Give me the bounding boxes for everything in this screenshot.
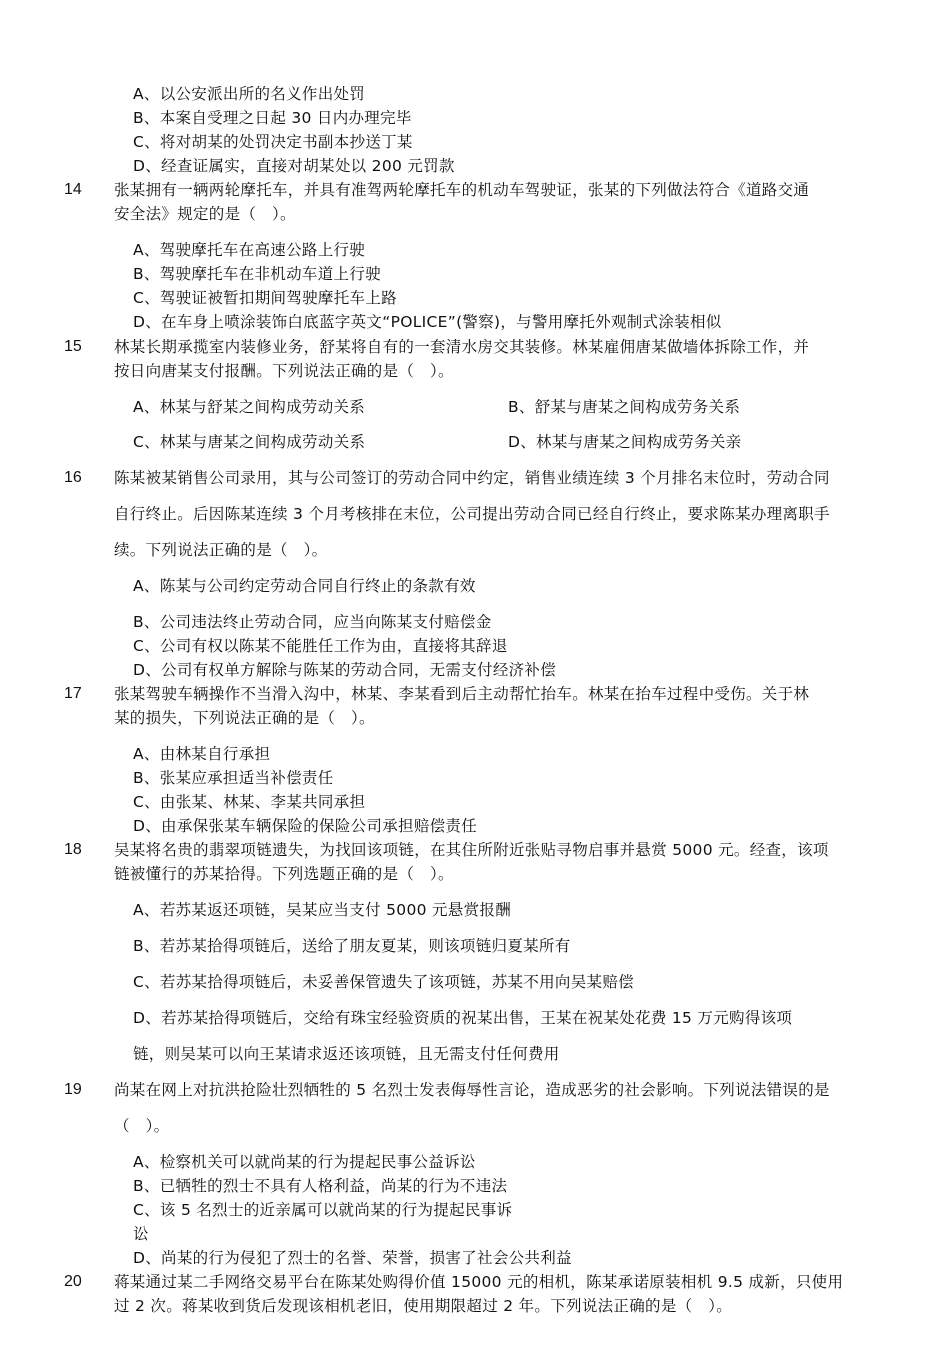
q14-option-c: C、驾驶证被暂扣期间驾驶摩托车上路 bbox=[133, 289, 397, 307]
q15-option-c: C、林某与唐某之间构成劳动关系 bbox=[133, 433, 366, 451]
q19-option-c-continuation: 讼 bbox=[133, 1225, 149, 1243]
q18-option-d: D、若苏某拾得项链后，交给有珠宝经验资质的祝某出售，王某在祝某处花费 15 万元购得该项 bbox=[133, 1009, 793, 1027]
q13-option-a: A、以公安派出所的名义作出处罚 bbox=[133, 85, 366, 103]
question-stem-line: 蒋某通过某二手网络交易平台在陈某处购得价值 15000 元的相机，陈某承诺原装相机 9.5 成新，只使用 bbox=[114, 1273, 844, 1291]
question-number: 19 bbox=[64, 1081, 82, 1098]
question-stem-line: 过 2 次。蒋某收到货后发现该相机老旧，使用期限超过 2 年。下列说法正确的是（ ）。 bbox=[114, 1297, 733, 1315]
question-stem-line: 林某长期承揽室内装修业务，舒某将自有的一套清水房交其装修。林某雇佣唐某做墙体拆除工作，并 bbox=[114, 338, 810, 356]
q17-option-c: C、由张某、林某、李某共同承担 bbox=[133, 793, 366, 811]
q18-option-b: B、若苏某拾得项链后，送给了朋友夏某，则该项链归夏某所有 bbox=[133, 937, 571, 955]
q16-option-c: C、公司有权以陈某不能胜任工作为由，直接将其辞退 bbox=[133, 637, 508, 655]
q17-option-b: B、张某应承担适当补偿责任 bbox=[133, 769, 334, 787]
q15-option-d: D、林某与唐某之间构成劳务关亲 bbox=[508, 433, 742, 451]
question-number: 15 bbox=[64, 338, 82, 355]
q15-option-b: B、舒某与唐某之间构成劳务关系 bbox=[508, 398, 741, 416]
question-stem-line: 安全法》规定的是（ ）。 bbox=[114, 205, 296, 223]
q16-option-d: D、公司有权单方解除与陈某的劳动合同，无需支付经济补偿 bbox=[133, 661, 557, 679]
question-stem-line: 续。下列说法正确的是（ ）。 bbox=[114, 541, 328, 559]
question-number: 14 bbox=[64, 181, 82, 198]
q19-option-c: C、该 5 名烈士的近亲属可以就尚某的行为提起民事诉 bbox=[133, 1201, 513, 1219]
q17-option-a: A、由林某自行承担 bbox=[133, 745, 271, 763]
q13-option-c: C、将对胡某的处罚决定书副本抄送丁某 bbox=[133, 133, 413, 151]
question-stem-line: 尚某在网上对抗洪抢险壮烈牺牲的 5 名烈士发表侮辱性言论，造成恶劣的社会影响。下列说法错误的是 bbox=[114, 1081, 830, 1099]
q13-option-d: D、经查证属实，直接对胡某处以 200 元罚款 bbox=[133, 157, 455, 175]
q17-option-d: D、由承保张某车辆保险的保险公司承担赔偿责任 bbox=[133, 817, 478, 835]
q14-option-a: A、驾驶摩托车在高速公路上行驶 bbox=[133, 241, 366, 259]
q15-option-a: A、林某与舒某之间构成劳动关系 bbox=[133, 398, 366, 416]
question-stem-line: 吴某将名贵的翡翠项链遗失，为找回该项链，在其住所附近张贴寻物启事并悬赏 5000 元。经查，该项 bbox=[114, 841, 829, 859]
question-stem-line: 某的损失，下列说法正确的是（ ）。 bbox=[114, 709, 375, 727]
q18-option-d-continuation: 链，则吴某可以向王某请求返还该项链，且无需支付任何费用 bbox=[133, 1045, 560, 1063]
q13-option-b: B、本案自受理之日起 30 日内办理完毕 bbox=[133, 109, 412, 127]
q18-option-a: A、若苏某返还项链，吴某应当支付 5000 元悬赏报酬 bbox=[133, 901, 512, 919]
q14-option-d: D、在车身上喷涂装饰白底蓝字英文“POLICE”(警察)，与警用摩托外观制式涂装相似 bbox=[133, 313, 722, 331]
question-stem-line: 张某驾驶车辆操作不当滑入沟中，林某、李某看到后主动帮忙抬车。林某在抬车过程中受伤。关于林 bbox=[114, 685, 810, 703]
question-number: 16 bbox=[64, 469, 82, 486]
question-stem-line: 按日向唐某支付报酬。下列说法正确的是（ ）。 bbox=[114, 362, 454, 380]
question-number: 17 bbox=[64, 685, 82, 702]
q19-option-d: D、尚某的行为侵犯了烈士的名誉、荣誉，损害了社会公共利益 bbox=[133, 1249, 572, 1267]
q19-option-b: B、已牺牲的烈士不具有人格利益，尚某的行为不违法 bbox=[133, 1177, 508, 1195]
question-stem-line: （ ）。 bbox=[114, 1117, 170, 1135]
q16-option-a: A、陈某与公司约定劳动合同自行终止的条款有效 bbox=[133, 577, 476, 595]
q19-option-a: A、检察机关可以就尚某的行为提起民事公益诉讼 bbox=[133, 1153, 476, 1171]
question-stem-line: 张某拥有一辆两轮摩托车，并具有准驾两轮摩托车的机动车驾驶证，张某的下列做法符合《道路交通 bbox=[114, 181, 810, 199]
question-stem-line: 链被懂行的苏某拾得。下列选题正确的是（ ）。 bbox=[114, 865, 454, 883]
question-stem-line: 陈某被某销售公司录用，其与公司签订的劳动合同中约定，销售业绩连续 3 个月排名末位时，劳动合同 bbox=[114, 469, 830, 487]
q14-option-b: B、驾驶摩托车在非机动车道上行驶 bbox=[133, 265, 381, 283]
question-number: 18 bbox=[64, 841, 82, 858]
q16-option-b: B、公司违法终止劳动合同，应当向陈某支付赔偿金 bbox=[133, 613, 492, 631]
question-stem-line: 自行终止。后因陈某连续 3 个月考核排在末位，公司提出劳动合同已经自行终止，要求陈某办理离职手 bbox=[114, 505, 830, 523]
question-number: 20 bbox=[64, 1273, 82, 1290]
q18-option-c: C、若苏某拾得项链后，未妥善保管遗失了该项链，苏某不用向吴某赔偿 bbox=[133, 973, 634, 991]
